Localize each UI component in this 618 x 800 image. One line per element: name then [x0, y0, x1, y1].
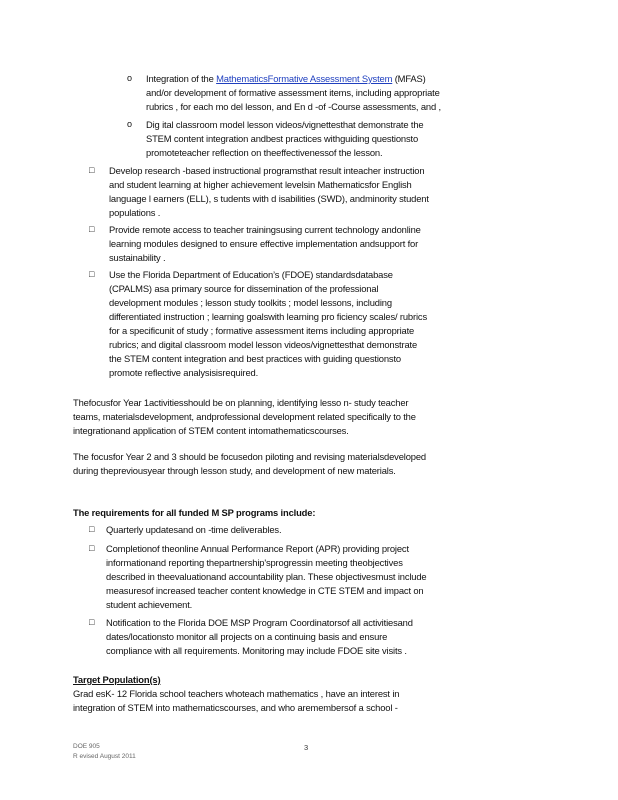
target-population-line-1: Grad esK- 12 Florida school teachers whoteach mathematics , have an interest in — [73, 688, 400, 699]
year2-paragraph-line-2: during thepreviousyear through lesson study, and development of new materials. — [73, 465, 396, 476]
year1-paragraph-line-3: integrationand application of STEM content intomathematicscourses. — [73, 425, 349, 436]
target-population-heading: Target Population(s) — [73, 674, 161, 685]
main-item-2-line-1: Provide remote access to teacher trainingsusing current technology andonline — [109, 224, 421, 235]
main-item-3-line-5: for a specificunit of study ; formative assessment items including appropriate — [109, 325, 415, 336]
main-item-3-line-2: (CPALMS) asa primary source for dissemination of the professional — [109, 283, 379, 294]
year2-paragraph-line-1: The focusfor Year 2 and 3 should be focusedon piloting and revising materialsdeveloped — [73, 451, 426, 462]
sub-item-2-line-1: Dig ital classroom model lesson videos/vignettesthat demonstrate the — [146, 119, 424, 130]
main-item-1-line-4: populations . — [109, 207, 161, 218]
main-item-2-line-3: sustainability . — [109, 252, 166, 263]
requirement-2-line-3: described in theevaluationand accountability plan. These objectivesmust include — [106, 571, 427, 582]
sub-item-2-line-2: STEM content integration andbest practices withguiding questionsto — [146, 133, 419, 144]
square-bullet-icon: □ — [89, 269, 95, 279]
sub-item-1-line-1 — [146, 73, 426, 84]
requirement-2-line-2: informationand reporting thepartnership'sprogressin meeting theobjectives — [106, 557, 403, 568]
square-bullet-icon: □ — [89, 617, 95, 627]
target-population-line-2: integration of STEM into mathematicscourses, and who aremembersof a school - — [73, 702, 398, 713]
requirement-3-line-1: Notification to the Florida DOE MSP Program Coordinatorsof all activitiesand — [106, 617, 413, 628]
square-bullet-icon: □ — [89, 224, 95, 234]
requirement-2-line-5: student achievement. — [106, 599, 193, 610]
square-bullet-icon: □ — [89, 524, 95, 534]
main-item-1-line-2: and student learning at higher achievement levelsin Mathematicsfor English — [109, 179, 412, 190]
square-bullet-icon: □ — [89, 165, 95, 175]
circle-bullet-icon: o — [127, 119, 133, 129]
year1-paragraph-line-1: Thefocusfor Year 1activitiesshould be on planning, identifying lesso n- study teacher — [73, 397, 409, 408]
main-item-3-line-4: differentiated instruction ; learning goalswith learning pro ficiency scales/ rubrics — [109, 311, 427, 322]
mfas-link[interactable]: MathematicsFormative Assessment System — [216, 73, 393, 84]
sub-item-2-line-3: promoteteacher reflection on theeffectivenessof the lesson. — [146, 147, 383, 158]
main-item-3-line-3: development modules ; lesson study toolkits ; model lessons, including — [109, 297, 392, 308]
main-item-3-line-8: promote reflective analysisisrequired. — [109, 367, 259, 378]
circle-bullet-icon: o — [127, 73, 133, 83]
requirement-3-line-2: dates/locationsto monitor all projects on a continuing basis and ensure — [106, 631, 388, 642]
main-item-3-line-7: the STEM content integration and best practices with guiding questionsto — [109, 353, 401, 364]
sub-item-1-line-2: and/or development of formative assessment items, including appropriate — [146, 87, 440, 98]
main-item-1-line-3: language l earners (ELL), s tudents with d isabilities (SWD), andminority student — [109, 193, 429, 204]
main-item-2-line-2: learning modules designed to ensure effective implementation andsupport for — [109, 238, 419, 249]
page-number: 3 — [304, 743, 309, 752]
square-bullet-icon: □ — [89, 543, 95, 553]
footer-doe-code: DOE 905 — [73, 743, 100, 750]
requirement-2-line-1: Completionof theonline Annual Performance Report (APR) providing project — [106, 543, 409, 554]
requirements-heading: The requirements for all funded M SP programs include: — [73, 507, 316, 518]
text-run: Integration of the — [146, 73, 217, 84]
year1-paragraph-line-2: teams, materialsdevelopment, andprofessional development related specifically to the — [73, 411, 416, 422]
main-item-3-line-1: Use the Florida Department of Education’s (FDOE) standardsdatabase — [109, 269, 393, 280]
sub-item-1-line-3: rubrics , for each mo del lesson, and En d -of -Course assessments, and , — [146, 101, 441, 112]
main-item-1-line-1: Develop research -based instructional programsthat result inteacher instruction — [109, 165, 425, 176]
footer-revised-date: R evised August 2011 — [73, 753, 136, 760]
requirement-3-line-3: compliance with all requirements. Monitoring may include FDOE site visits . — [106, 645, 407, 656]
requirement-1-line-1: Quarterly updatesand on -time deliverables. — [106, 524, 282, 535]
text-run: (MFAS) — [392, 73, 426, 84]
main-item-3-line-6: rubrics; and digital classroom model lesson videos/vignettesthat demonstrate — [109, 339, 418, 350]
requirement-2-line-4: measuresof increased teacher content knowledge in CTE STEM and impact on — [106, 585, 424, 596]
